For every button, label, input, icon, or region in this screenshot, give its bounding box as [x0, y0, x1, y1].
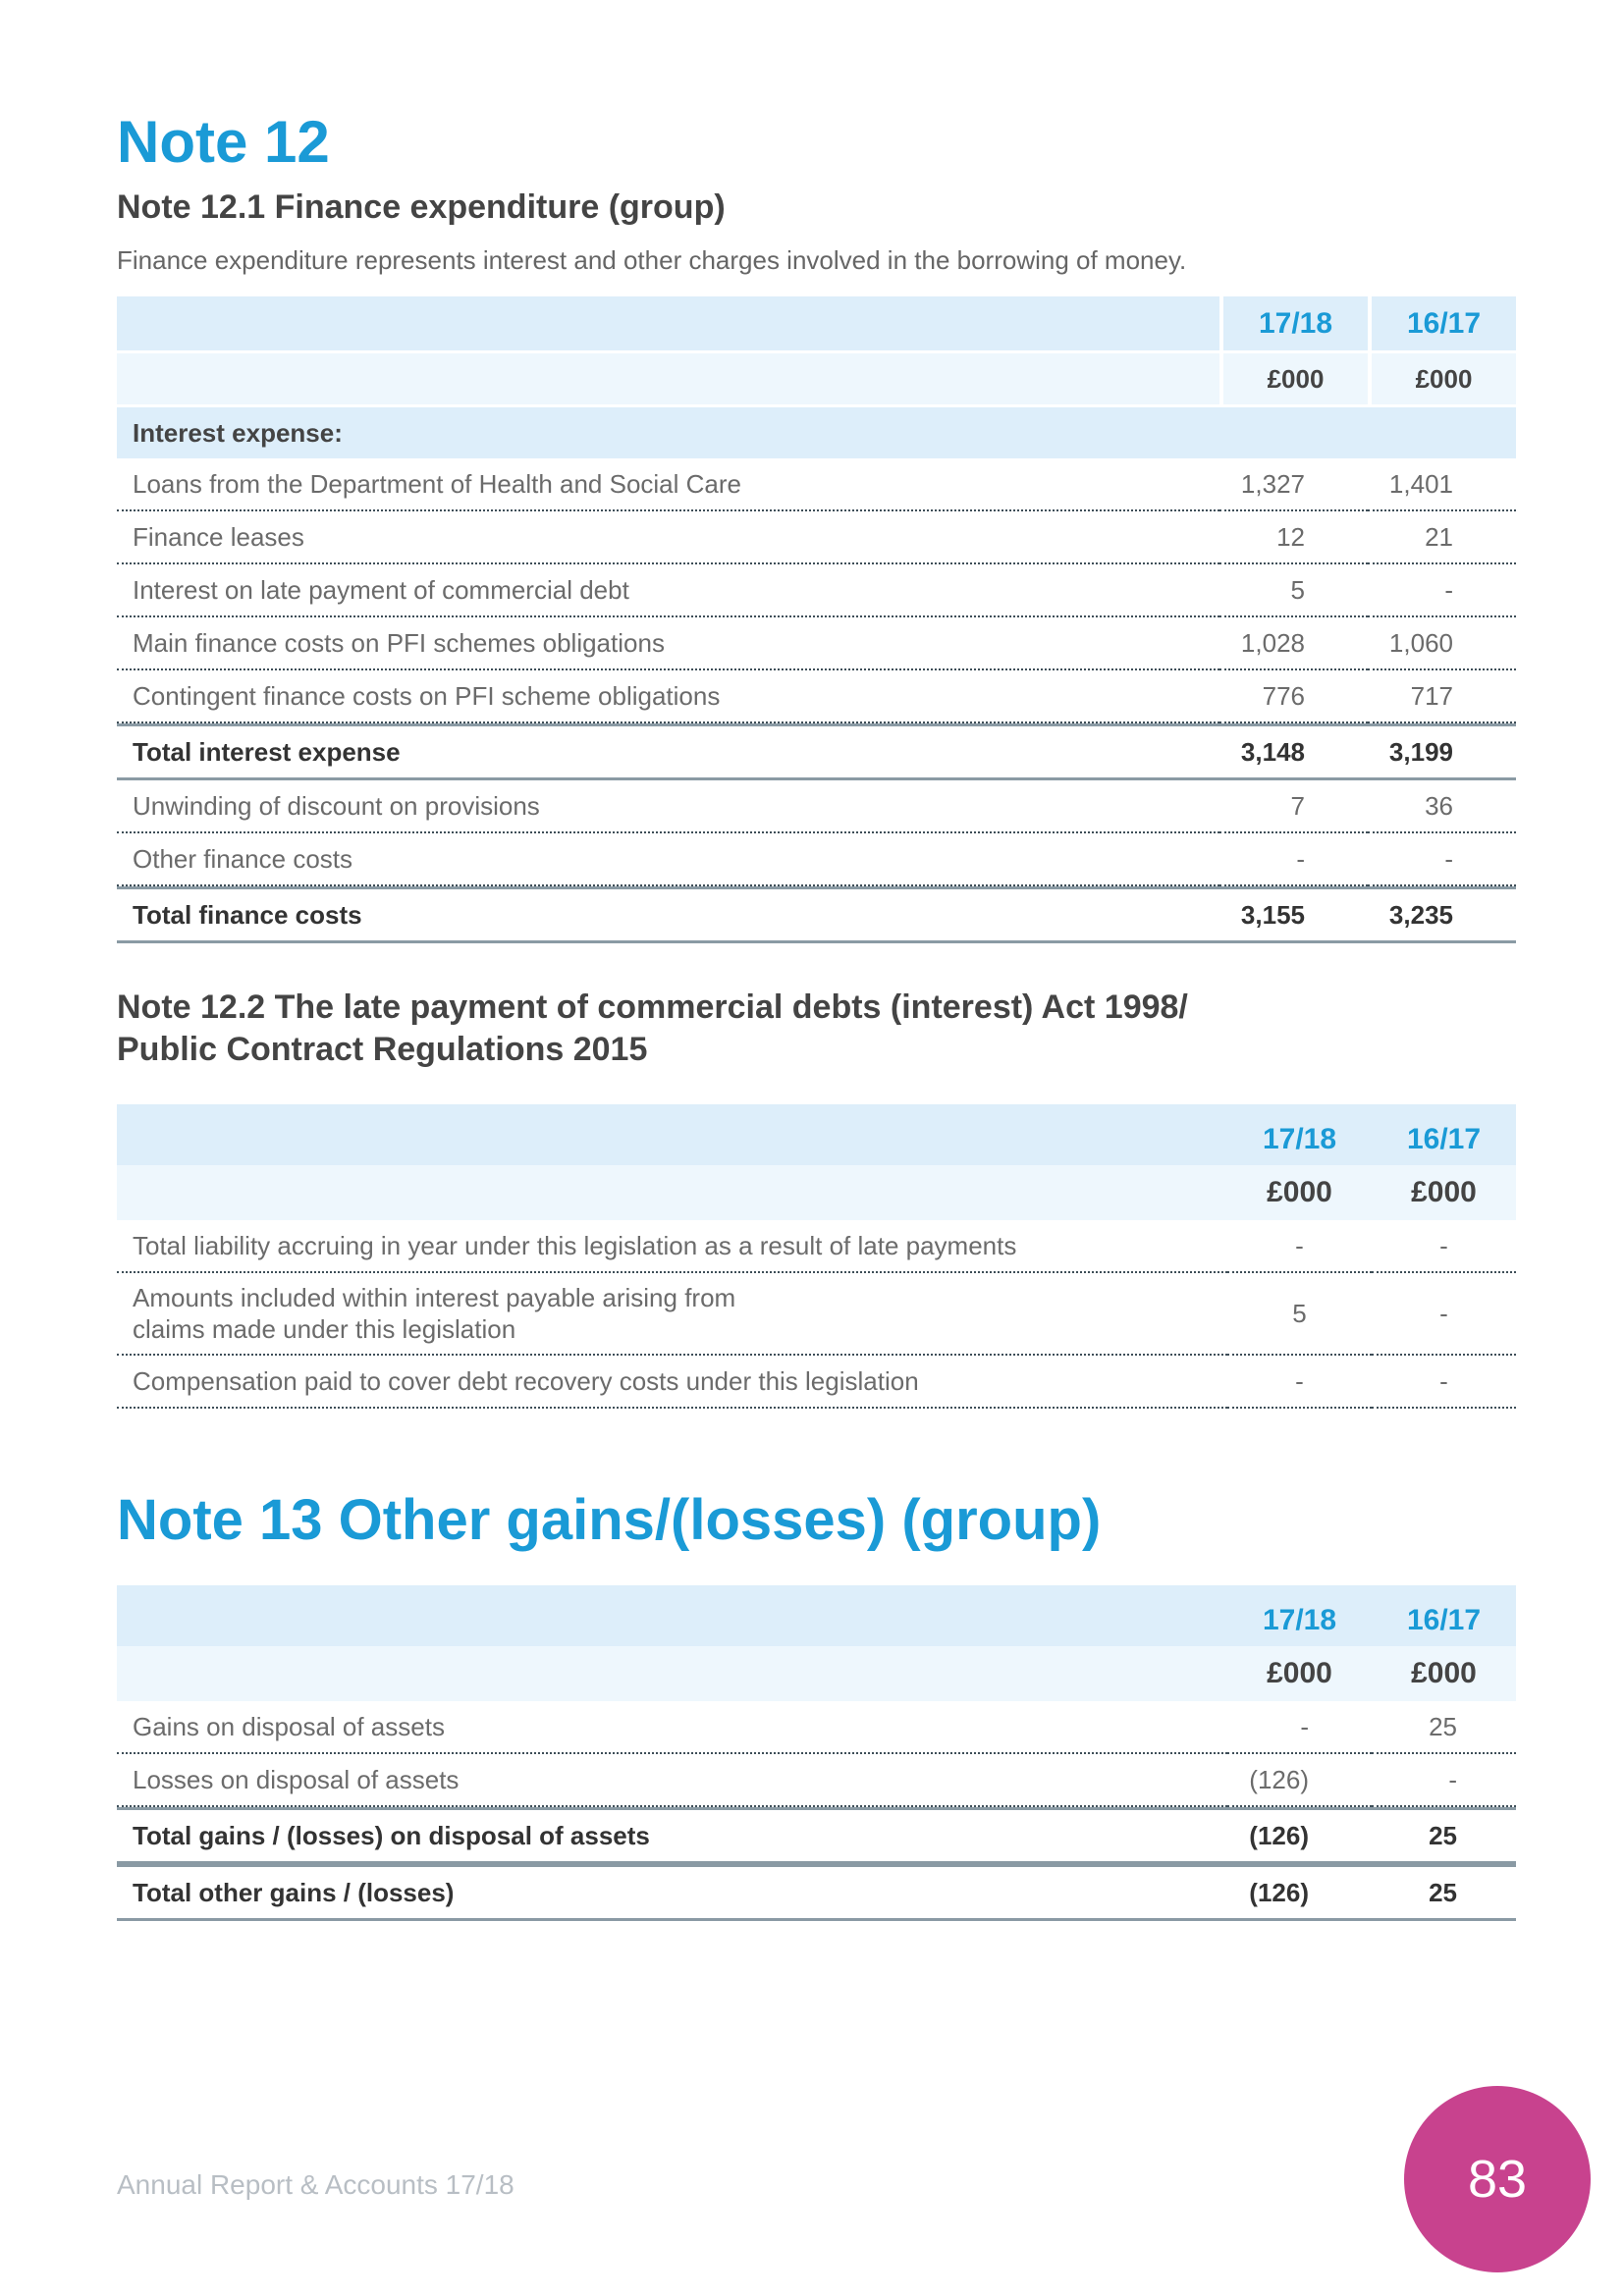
row-value-17-18: (126) [1227, 1754, 1372, 1807]
other-gains-losses-table [117, 1585, 1516, 1921]
note-12-heading: Note 12 [117, 109, 330, 175]
table-header-row [117, 296, 1516, 353]
row-label: Unwinding of discount on provisions [117, 780, 1219, 833]
row-value-16-17: 717 [1368, 670, 1516, 723]
row-label: Gains on disposal of assets [117, 1701, 1227, 1754]
footer-text: Annual Report & Accounts 17/18 [117, 2169, 514, 2200]
total-finance-costs-row [117, 886, 1516, 943]
column-header-16-17: 16/17 [1372, 1104, 1516, 1165]
row-value-17-18: 1,028 [1219, 617, 1368, 670]
row-value-17-18: 5 [1219, 564, 1368, 617]
column-header-17-18: 17/18 [1227, 1104, 1372, 1165]
late-payment-table [117, 1104, 1516, 1409]
row-label: Losses on disposal of assets [117, 1754, 1227, 1807]
row-label: Total liability accruing in year under this legislation as a result of late payments [117, 1220, 1227, 1273]
table-row [117, 1754, 1516, 1807]
table-unit-row [117, 1165, 1516, 1220]
row-label: Other finance costs [117, 833, 1219, 886]
total-other-gains-label: Total other gains / (losses) [117, 1864, 1227, 1921]
table-row [117, 670, 1516, 723]
row-value-17-18: - [1227, 1220, 1372, 1273]
unit-header-17-18: £000 [1219, 353, 1368, 407]
table-row [117, 1356, 1516, 1409]
total-finance-costs-16-17: 3,235 [1368, 886, 1516, 943]
row-value-16-17: 21 [1368, 511, 1516, 564]
table-row [117, 780, 1516, 833]
row-label: Loans from the Department of Health and Social Care [117, 458, 1219, 511]
row-value-17-18: 5 [1227, 1273, 1372, 1356]
table-row [117, 833, 1516, 886]
table-row [117, 617, 1516, 670]
row-value-17-18: - [1227, 1701, 1372, 1754]
row-value-16-17: 25 [1372, 1701, 1516, 1754]
section-row [117, 407, 1516, 458]
row-value-17-18: 7 [1219, 780, 1368, 833]
table-unit-row [117, 1646, 1516, 1701]
column-header-17-18: 17/18 [1227, 1585, 1372, 1646]
row-value-16-17: - [1372, 1273, 1516, 1356]
total-interest-row [117, 723, 1516, 780]
unit-header-17-18: £000 [1227, 1646, 1372, 1701]
column-header-16-17: 16/17 [1368, 296, 1516, 353]
total-finance-costs-17-18: 3,155 [1219, 886, 1368, 943]
note-12-1-intro: Finance expenditure represents interest and other charges involved in the borrowing of money. [117, 245, 1187, 275]
row-value-16-17: 1,060 [1368, 617, 1516, 670]
total-disposal-label: Total gains / (losses) on disposal of assets [117, 1807, 1227, 1864]
total-interest-label: Total interest expense [117, 723, 1219, 780]
row-value-16-17: - [1368, 564, 1516, 617]
row-value-17-18: - [1219, 833, 1368, 886]
note-12-1-heading: Note 12.1 Finance expenditure (group) [117, 188, 726, 226]
total-disposal-16-17: 25 [1372, 1807, 1516, 1864]
row-label: Contingent finance costs on PFI scheme obligations [117, 670, 1219, 723]
row-value-17-18: 12 [1219, 511, 1368, 564]
row-value-16-17: - [1372, 1356, 1516, 1409]
unit-header-16-17: £000 [1372, 1165, 1516, 1220]
row-value-17-18: 1,327 [1219, 458, 1368, 511]
total-other-gains-17-18: (126) [1227, 1864, 1372, 1921]
note-12-2-heading-line1: Note 12.2 The late payment of commercial debts (interest) Act 1998/ [117, 988, 1188, 1026]
page-number-badge: 83 [1404, 2086, 1591, 2272]
row-label: Amounts included within interest payable arising from claims made under this legislation [117, 1273, 1227, 1356]
note-12-2-heading-line2: Public Contract Regulations 2015 [117, 1031, 648, 1068]
row-value-16-17: 1,401 [1368, 458, 1516, 511]
table-row [117, 1701, 1516, 1754]
table-row [117, 564, 1516, 617]
row-value-16-17: - [1372, 1220, 1516, 1273]
column-header-16-17: 16/17 [1372, 1585, 1516, 1646]
row-label: Interest on late payment of commercial debt [117, 564, 1219, 617]
table-header-row [117, 1585, 1516, 1646]
row-value-17-18: 776 [1219, 670, 1368, 723]
row-label: Compensation paid to cover debt recovery costs under this legislation [117, 1356, 1227, 1409]
note-13-heading: Note 13 Other gains/(losses) (group) [117, 1488, 1102, 1552]
unit-header-16-17: £000 [1368, 353, 1516, 407]
table-row [117, 511, 1516, 564]
row-label: Main finance costs on PFI schemes obligations [117, 617, 1219, 670]
finance-expenditure-table [117, 296, 1516, 943]
table-row [117, 1220, 1516, 1273]
column-header-17-18: 17/18 [1219, 296, 1368, 353]
total-finance-costs-label: Total finance costs [117, 886, 1219, 943]
table-header-row [117, 1104, 1516, 1165]
row-label: Finance leases [117, 511, 1219, 564]
row-value-16-17: 36 [1368, 780, 1516, 833]
table-row [117, 458, 1516, 511]
total-disposal-17-18: (126) [1227, 1807, 1372, 1864]
total-other-gains-16-17: 25 [1372, 1864, 1516, 1921]
note-12-2-heading [117, 987, 1188, 1071]
unit-header-17-18: £000 [1227, 1165, 1372, 1220]
total-interest-17-18: 3,148 [1219, 723, 1368, 780]
table-row [117, 1273, 1516, 1356]
row-value-16-17: - [1372, 1754, 1516, 1807]
section-label: Interest expense: [117, 407, 1219, 458]
unit-header-16-17: £000 [1372, 1646, 1516, 1701]
total-interest-16-17: 3,199 [1368, 723, 1516, 780]
row-value-17-18: - [1227, 1356, 1372, 1409]
total-disposal-row [117, 1807, 1516, 1864]
table-unit-row [117, 353, 1516, 407]
row-value-16-17: - [1368, 833, 1516, 886]
total-other-gains-row [117, 1864, 1516, 1921]
